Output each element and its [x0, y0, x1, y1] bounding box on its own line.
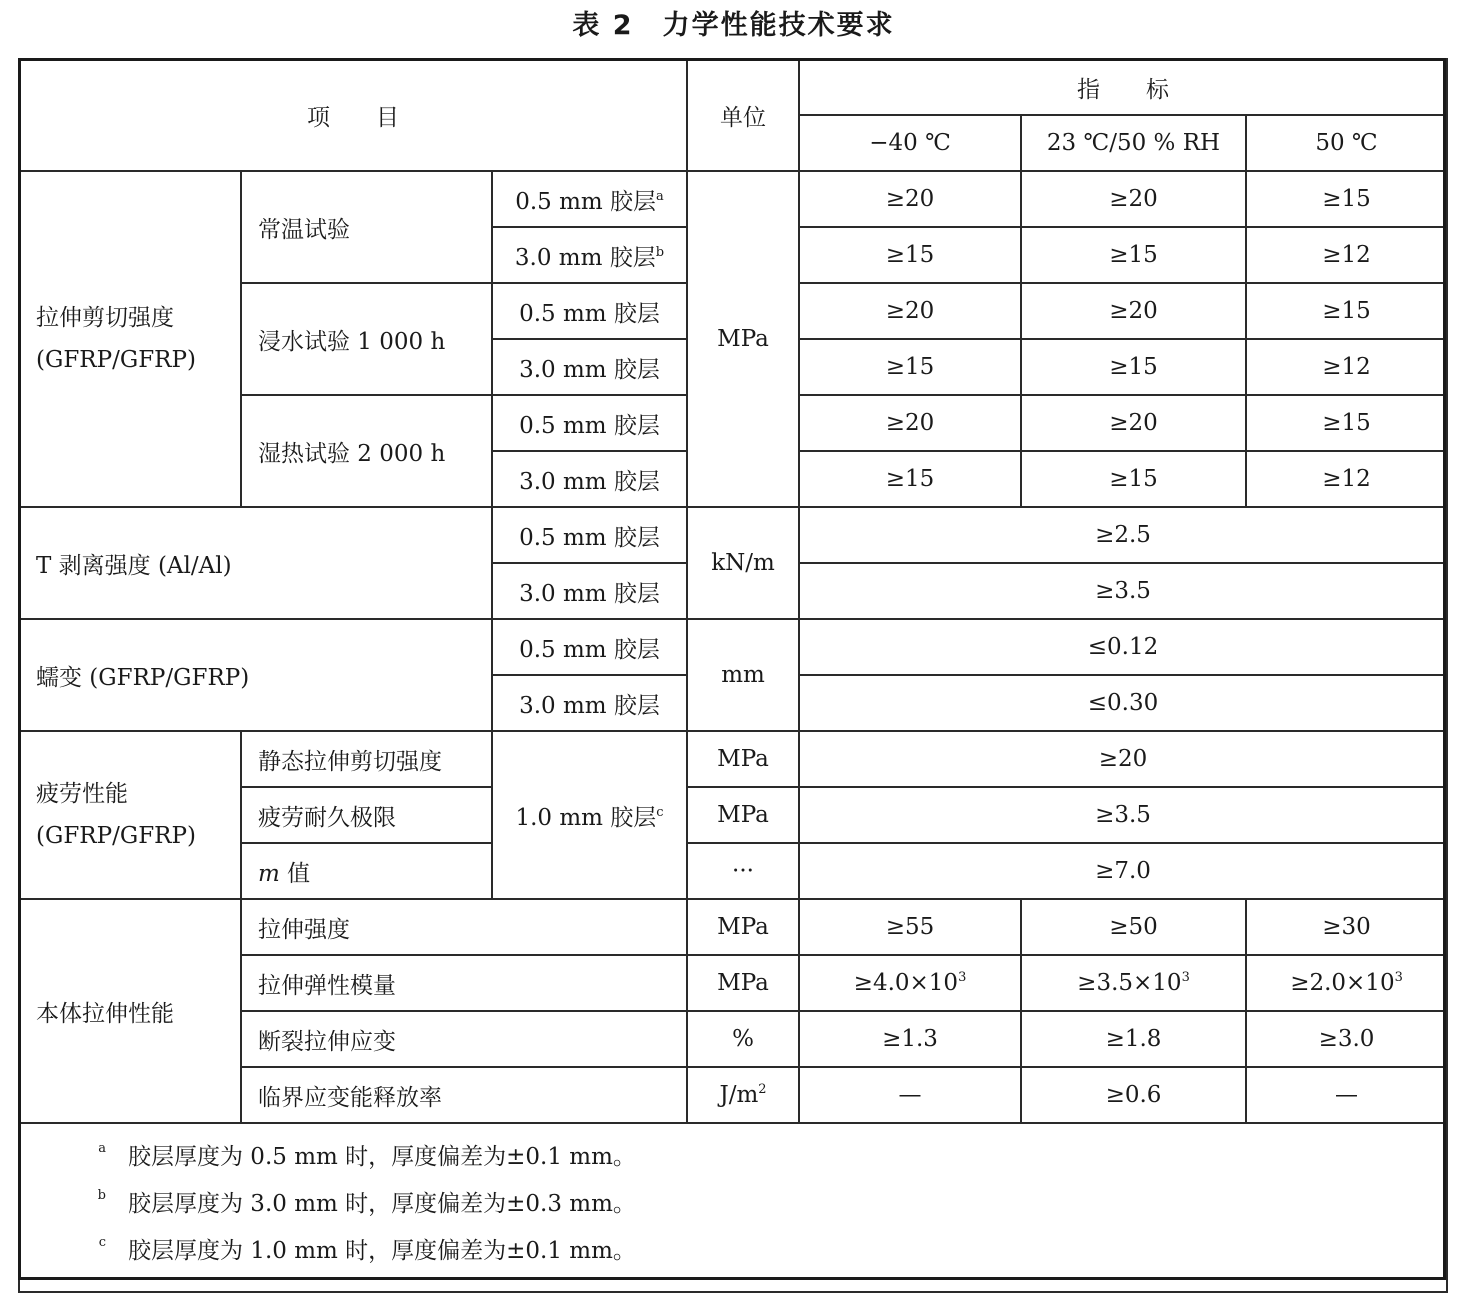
table-title: 表 2 力学性能技术要求	[572, 10, 895, 41]
footnote-mark: a	[656, 188, 664, 204]
group-label: 湿热试验 2 000 h	[241, 395, 492, 507]
layer-cell: 3.0 mm 胶层	[492, 563, 687, 619]
value-cell: ≥12	[1246, 451, 1447, 507]
value-cell: ≤0.30	[799, 675, 1447, 731]
value-cell: —	[1246, 1067, 1447, 1123]
value-cell: ≥15	[799, 339, 1021, 395]
value-cell: ≥0.6	[1021, 1067, 1246, 1123]
value-cell: ≥15	[1246, 395, 1447, 451]
layer-cell: 3.0 mm 胶层	[492, 339, 687, 395]
value-cell: ≥2.5	[799, 507, 1447, 563]
value-cell: ≥3.0	[1246, 1011, 1447, 1067]
layer-cell: 0.5 mm 胶层	[492, 507, 687, 563]
value-cell: ≥12	[1246, 339, 1447, 395]
property-name: 拉伸强度	[241, 899, 687, 955]
value-cell: ≥1.3	[799, 1011, 1021, 1067]
layer-cell: 0.5 mm 胶层	[492, 619, 687, 675]
value-cell: ≥12	[1246, 227, 1447, 283]
header-temp-50: 50 ℃	[1246, 115, 1447, 171]
header-item: 项 目	[19, 59, 687, 171]
tensile-shear-label: 拉伸剪切强度 (GFRP/GFRP)	[19, 171, 241, 507]
property-name: 静态拉伸剪切强度	[241, 731, 492, 787]
value-cell: ≥15	[1021, 227, 1246, 283]
footnote-text: 胶层厚度为 0.5 mm 时，厚度偏差为±0.1 mm。	[128, 1144, 636, 1170]
unit-cell: MPa	[687, 731, 799, 787]
fatigue-label: 疲劳性能 (GFRP/GFRP)	[19, 731, 241, 899]
layer-cell: 3.0 mm 胶层	[492, 451, 687, 507]
layer-cell: 0.5 mm 胶层$^a$	[492, 171, 687, 227]
footnote-mark: c	[656, 804, 664, 820]
property-name: 拉伸弹性模量	[241, 955, 687, 1011]
property-name: m 值	[241, 843, 492, 899]
value-cell: ≥20	[799, 731, 1447, 787]
layer-cell: 0.5 mm 胶层	[492, 395, 687, 451]
unit-cell: ···	[687, 843, 799, 899]
value-cell: ≥15	[1246, 283, 1447, 339]
layer-cell: 3.0 mm 胶层$^b$	[492, 227, 687, 283]
unit-cell: kN/m	[687, 507, 799, 619]
footnote-mark: b	[655, 244, 665, 260]
value-cell: ≥20	[799, 395, 1021, 451]
value-cell: ≥20	[1021, 395, 1246, 451]
value-cell: $\ge 2.0\times 10^3$	[1246, 955, 1447, 1011]
t-peel-label: T 剥离强度 (Al/Al)	[19, 507, 492, 619]
value-cell: ≥15	[1246, 171, 1447, 227]
value-cell: ≥3.5	[799, 787, 1447, 843]
header-temp-minus40: −40 ℃	[799, 115, 1021, 171]
footnote-mark: a	[98, 1141, 106, 1156]
value-cell: ≥1.8	[1021, 1011, 1246, 1067]
unit-cell: MPa	[687, 899, 799, 955]
bulk-tensile-label: 本体拉伸性能	[19, 899, 241, 1123]
footnote-mark: c	[98, 1235, 106, 1250]
value-cell: ≥20	[1021, 171, 1246, 227]
layer-cell: 3.0 mm 胶层	[492, 675, 687, 731]
value-cell: ≥3.5	[799, 563, 1447, 619]
header-unit: 单位	[687, 59, 799, 171]
property-name: 临界应变能释放率	[241, 1067, 687, 1123]
value-cell: ≥15	[799, 227, 1021, 283]
unit-cell: MPa	[687, 787, 799, 843]
group-label: 常温试验	[241, 171, 492, 283]
unit-cell: %	[687, 1011, 799, 1067]
value-cell: ≥20	[799, 171, 1021, 227]
value-cell: —	[799, 1067, 1021, 1123]
unit-cell: MPa	[687, 955, 799, 1011]
table-outer-border	[18, 58, 1446, 1280]
value-cell: ≥50	[1021, 899, 1246, 955]
layer-cell: 0.5 mm 胶层	[492, 283, 687, 339]
value-cell: ≥15	[1021, 451, 1246, 507]
footnote-text: 胶层厚度为 3.0 mm 时，厚度偏差为±0.3 mm。	[128, 1191, 636, 1217]
creep-label: 蠕变 (GFRP/GFRP)	[19, 619, 492, 731]
value-cell: ≤0.12	[799, 619, 1447, 675]
layer-cell: 1.0 mm 胶层$^c$	[492, 731, 687, 899]
group-label: 浸水试验 1 000 h	[241, 283, 492, 395]
unit-cell: MPa	[687, 171, 799, 507]
header-temp-23: 23 ℃/50 % RH	[1021, 115, 1246, 171]
value-cell: $\ge 3.5\times 10^3$	[1021, 955, 1246, 1011]
value-cell: ≥55	[799, 899, 1021, 955]
unit-cell: mm	[687, 619, 799, 731]
value-cell: ≥20	[799, 283, 1021, 339]
value-cell: ≥30	[1246, 899, 1447, 955]
footnote-text: 胶层厚度为 1.0 mm 时，厚度偏差为±0.1 mm。	[128, 1238, 636, 1264]
property-name: 断裂拉伸应变	[241, 1011, 687, 1067]
value-cell: $\ge 4.0\times 10^3$	[799, 955, 1021, 1011]
property-name: 疲劳耐久极限	[241, 787, 492, 843]
header-indicator: 指 标	[799, 59, 1447, 115]
value-cell: ≥15	[799, 451, 1021, 507]
footnote-mark: b	[97, 1188, 106, 1203]
value-cell: ≥20	[1021, 283, 1246, 339]
unit-cell: $J/m^2$	[687, 1067, 799, 1123]
value-cell: ≥7.0	[799, 843, 1447, 899]
value-cell: ≥15	[1021, 339, 1246, 395]
